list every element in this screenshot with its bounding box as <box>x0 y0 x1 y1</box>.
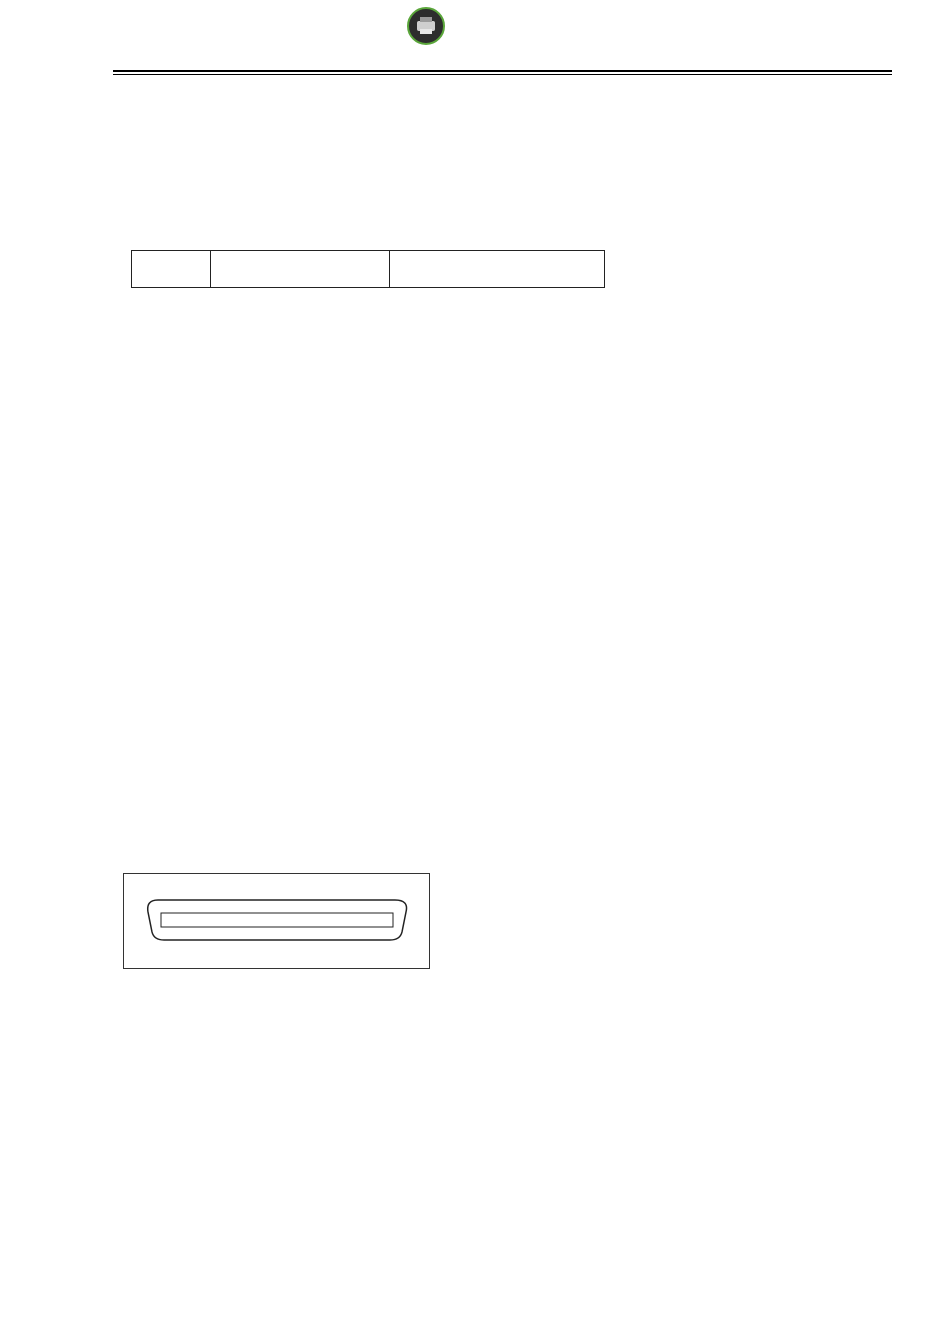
pin-assignment-table <box>131 250 605 288</box>
connector-drawing <box>124 874 429 968</box>
header-rule <box>113 70 892 72</box>
column-header <box>132 251 211 288</box>
mpi-logo <box>407 6 547 46</box>
column-header <box>390 251 605 288</box>
connector-shell <box>148 900 407 940</box>
printer-logo-icon <box>407 6 447 46</box>
column-header <box>211 251 390 288</box>
header-rule-thin <box>113 74 892 75</box>
connector-diagram <box>123 873 430 969</box>
connector-insulator <box>161 913 393 927</box>
table-header-row <box>132 251 605 288</box>
